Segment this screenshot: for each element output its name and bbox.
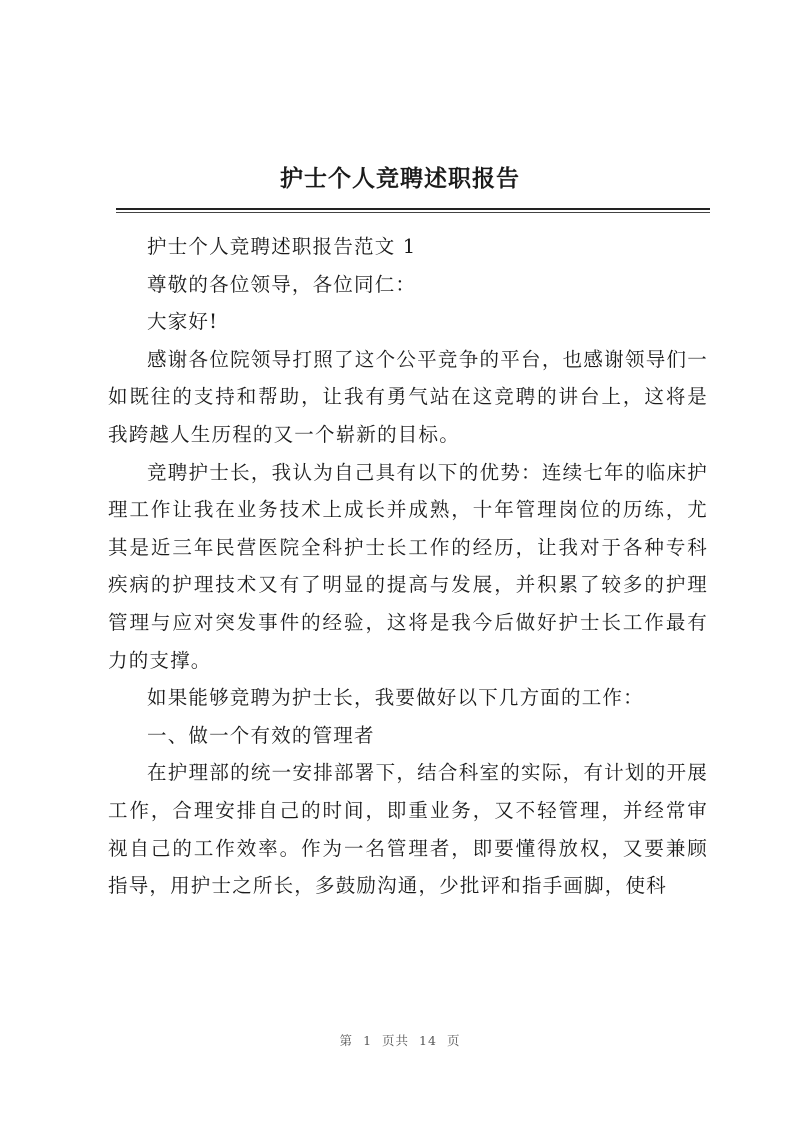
footer-total-pages: 14 xyxy=(419,1033,437,1048)
section-heading-1: 一、做一个有效的管理者 xyxy=(147,723,375,747)
footer-label-middle: 页共 xyxy=(382,1033,410,1048)
paragraph-heading-fanwen: 护士个人竞聘述职报告范文 1 xyxy=(147,235,417,258)
paragraph-salutation: 尊敬的各位领导，各位同仁： xyxy=(147,272,417,296)
title-divider xyxy=(116,208,710,210)
footer-label-prefix: 第 xyxy=(339,1033,354,1048)
document-body xyxy=(108,228,708,905)
document-title: 护士个人竞聘述职报告 xyxy=(280,165,520,192)
footer-current-page: 1 xyxy=(363,1033,373,1048)
paragraph-manager: 在护理部的统一安排部署下，结合科室的实际，有计划的开展工作，合理安排自己的时间，即重业务，又不轻管理，并经常审视自己的工作效率。作为一名管理者，即要懂得放权，又要兼顾指导，用护士之所长，多鼓励沟通，少批评和指手画脚，使科 xyxy=(108,761,708,898)
paragraph-plan-intro: 如果能够竞聘为护士长，我要做好以下几方面的工作： xyxy=(147,686,644,710)
page-footer xyxy=(0,1033,800,1049)
paragraph-thanks: 感谢各位院领导打照了这个公平竞争的平台，也感谢领导们一如既往的支持和帮助，让我有勇气站在这竞聘的讲台上，这将是我跨越人生历程的又一个崭新的目标。 xyxy=(108,347,708,446)
paragraph-advantages: 竞聘护士长，我认为自己具有以下的优势：连续七年的临床护理工作让我在业务技术上成长并成熟，十年管理岗位的历练，尤其是近三年民营医院全科护士长工作的经历，让我对于各种专科疾病的护理技术又有了明显的提高与发展，并积累了较多的护理管理与应对突发事件的经验，这将是我今后做好护士长工作最有力的支撑。 xyxy=(108,460,708,672)
footer-label-suffix: 页 xyxy=(446,1033,461,1048)
paragraph-greeting: 大家好! xyxy=(147,310,219,334)
